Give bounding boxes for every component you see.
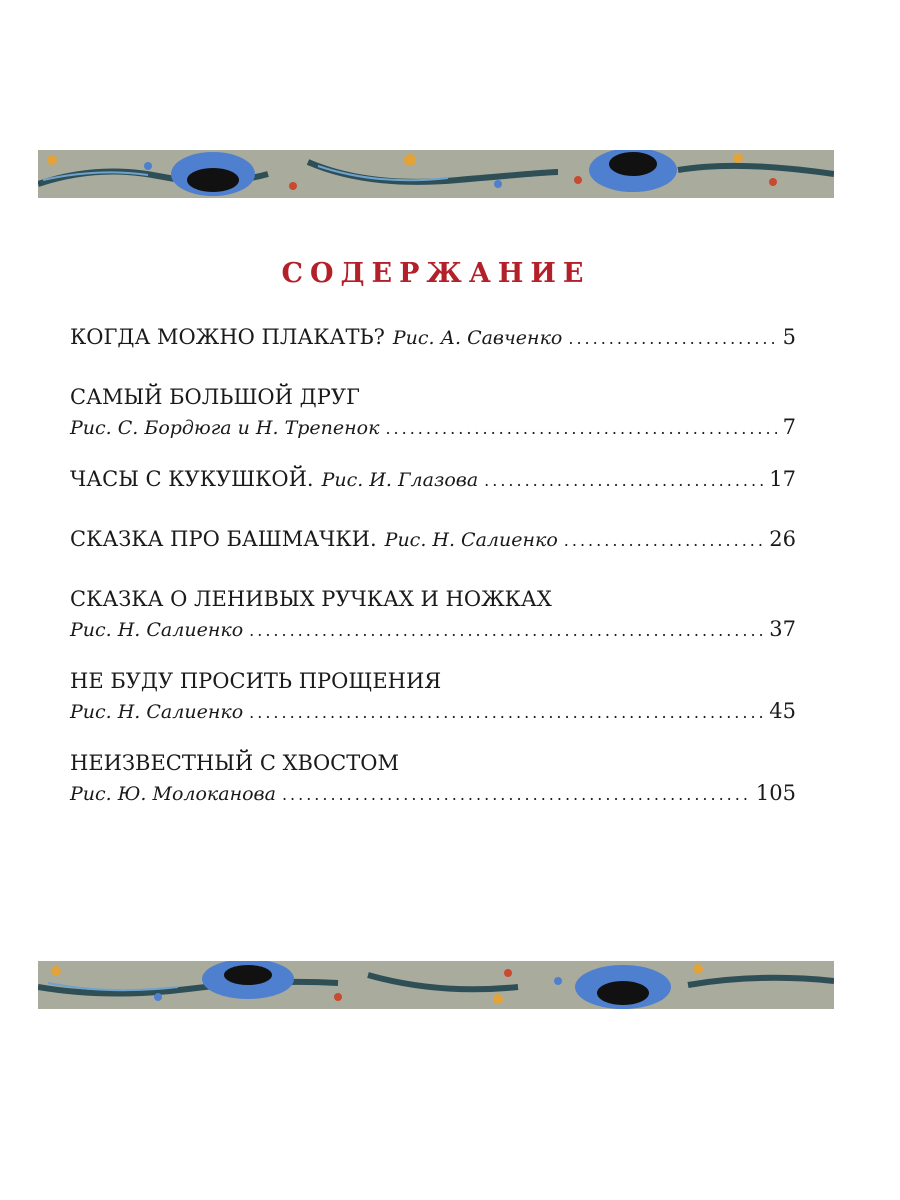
toc-entry[interactable] [70, 382, 796, 464]
illustrator-credit: Рис. Н. Салиенко [384, 529, 558, 551]
ornament-band-bottom [38, 961, 834, 1009]
page-number: 17 [769, 467, 796, 491]
illustrator-credit: Рис. Н. Салиенко [70, 701, 244, 723]
dot-leader [568, 324, 776, 354]
page-number: 105 [755, 781, 796, 805]
story-title: САМЫЙ БОЛЬШОЙ ДРУГ [70, 385, 360, 409]
story-title: КОГДА МОЖНО ПЛАКАТЬ? [70, 325, 385, 349]
page-number: 5 [782, 325, 796, 349]
page-number: 45 [769, 699, 796, 723]
page-number: 7 [782, 415, 796, 439]
toc-entry[interactable] [70, 524, 796, 584]
illustrator-credit: Рис. С. Бордюга и Н. Трепенок [70, 417, 380, 439]
dot-leader [484, 466, 763, 496]
page-number: 37 [769, 617, 796, 641]
table-of-contents [70, 322, 796, 830]
ornament-band-top [38, 150, 834, 198]
illustrator-credit: Рис. А. Савченко [392, 327, 563, 349]
story-title: СКАЗКА ПРО БАШМАЧКИ. [70, 527, 377, 551]
story-title: ЧАСЫ С КУКУШКОЙ. [70, 467, 314, 491]
dot-leader [564, 526, 763, 556]
dot-leader [385, 414, 776, 444]
dot-leader [249, 698, 763, 728]
dot-leader [282, 780, 750, 810]
page-number: 26 [769, 527, 796, 551]
illustrator-credit: Рис. И. Глазова [321, 469, 479, 491]
dot-leader [249, 616, 763, 646]
illustrator-credit: Рис. Н. Салиенко [70, 619, 244, 641]
story-title: НЕ БУДУ ПРОСИТЬ ПРОЩЕНИЯ [70, 669, 442, 693]
toc-entry[interactable] [70, 322, 796, 382]
contents-heading: СОДЕРЖАНИЕ [281, 258, 591, 289]
toc-entry[interactable] [70, 464, 796, 524]
toc-entry[interactable] [70, 584, 796, 666]
toc-entry[interactable] [70, 748, 796, 830]
illustrator-credit: Рис. Ю. Молоканова [70, 783, 276, 805]
story-title: СКАЗКА О ЛЕНИВЫХ РУЧКАХ И НОЖКАХ [70, 587, 552, 611]
story-title: НЕИЗВЕСТНЫЙ С ХВОСТОМ [70, 751, 399, 775]
toc-entry[interactable] [70, 666, 796, 748]
